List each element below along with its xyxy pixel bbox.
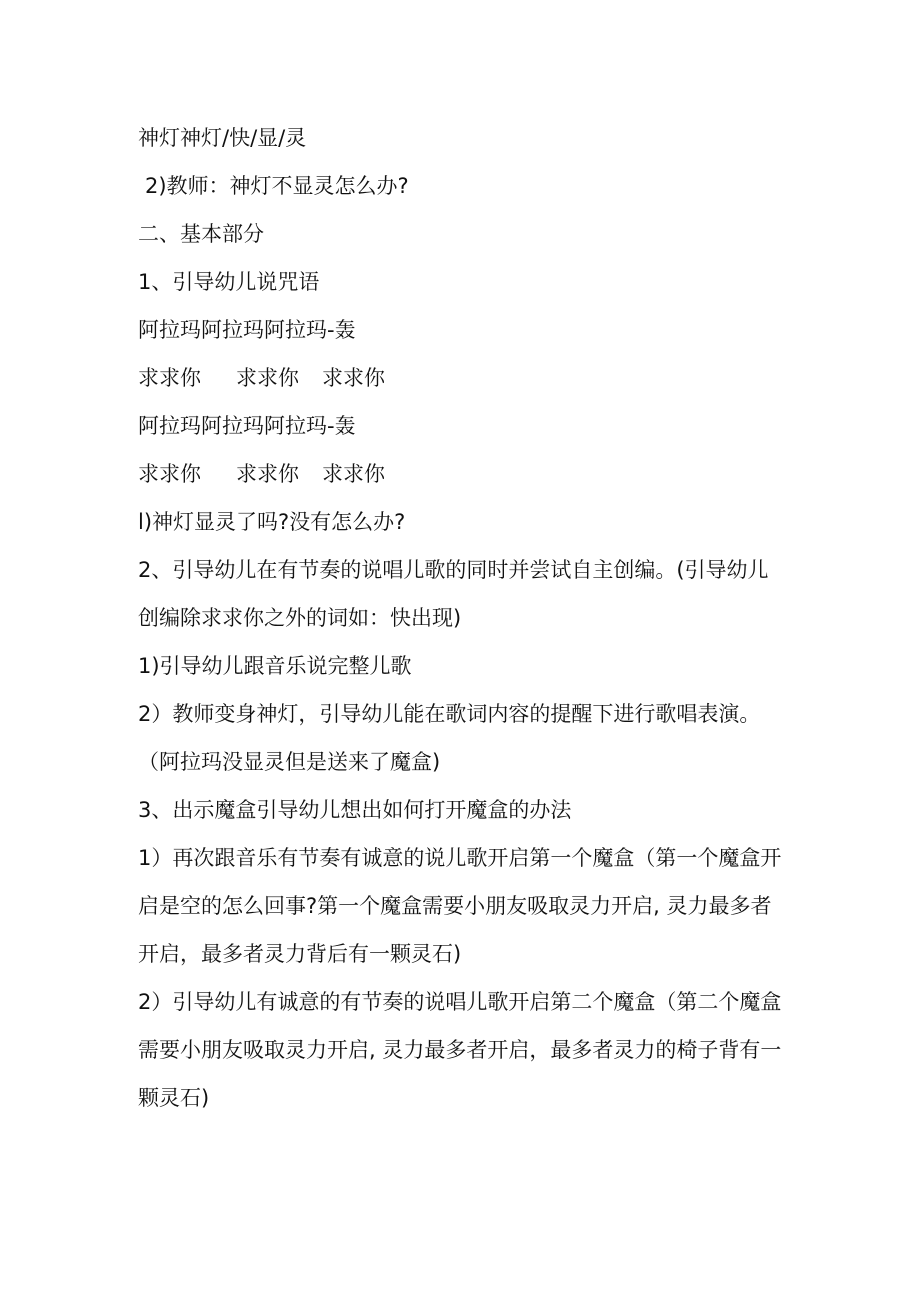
chant-line: 阿拉玛阿拉玛阿拉玛-轰	[138, 414, 356, 438]
chant-repeat-line	[138, 354, 788, 402]
chant-word: 求求你	[138, 366, 201, 390]
chant-word: 求求你	[322, 462, 385, 486]
document-body	[138, 114, 788, 1122]
step-line: 3、出示魔盒引导幼儿想出如何打开魔盒的办法	[138, 798, 572, 822]
step-paragraph: 2、引导幼儿在有节奏的说唱儿歌的同时并尝试自主创编。(引导幼儿创编除求求你之外的词如：快出现)	[138, 558, 769, 630]
sub-step-paragraph: 1）再次跟音乐有节奏有诚意的说儿歌开启第一个魔盒（第一个魔盒开启是空的怎么回事?第一个魔盒需要小朋友吸取灵力开启, 灵力最多者开启，最多者灵力背后有一颗灵石)	[138, 846, 782, 966]
sub-step: 1)引导幼儿跟音乐说完整儿歌	[138, 654, 412, 678]
question-line: l)神灯显灵了吗?没有怎么办?	[138, 510, 406, 534]
chant-word: 求求你	[236, 366, 299, 390]
chant-line: 阿拉玛阿拉玛阿拉玛-轰	[138, 318, 356, 342]
chant-word: 求求你	[322, 366, 385, 390]
chant-word: 求求你	[138, 462, 201, 486]
text-line: 1、引导幼儿说咒语	[138, 270, 320, 294]
chant-word: 求求你	[236, 462, 299, 486]
text-line: 2)教师：神灯不显灵怎么办?	[145, 174, 409, 198]
section-heading: 二、基本部分	[138, 222, 264, 246]
sub-step-paragraph: 2）教师变身神灯，引导幼儿能在歌词内容的提醒下进行歌唱表演。（阿拉玛没显灵但是送来了魔盒)	[138, 702, 761, 774]
text-line: 神灯神灯/快/显/灵	[138, 126, 307, 150]
sub-step-paragraph: 2）引导幼儿有诚意的有节奏的说唱儿歌开启第二个魔盒（第二个魔盒需要小朋友吸取灵力开启, 灵力最多者开启，最多者灵力的椅子背有一颗灵石)	[138, 990, 782, 1110]
chant-repeat-line	[138, 450, 788, 498]
